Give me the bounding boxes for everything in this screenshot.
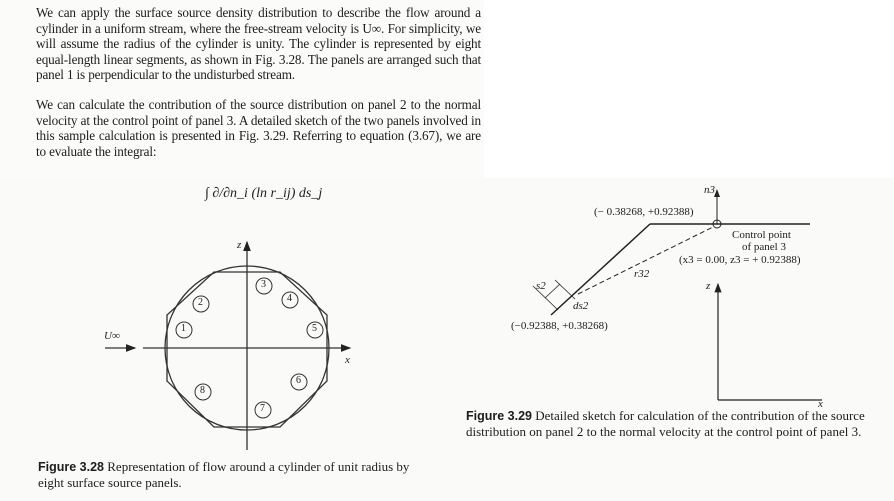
panel-number: 4 — [287, 293, 292, 304]
freestream-label: U∞ — [104, 330, 120, 342]
r32-label: r32 — [634, 268, 650, 280]
figure-329-caption — [466, 408, 876, 440]
top-point-coords: (− 0.38268, +0.92388) — [594, 206, 694, 218]
panel-number: 8 — [200, 385, 205, 396]
caption-label: Figure 3.28 — [38, 460, 104, 474]
panel-number: 2 — [198, 297, 203, 308]
control-point-coords: (x3 = 0.00, z3 = + 0.92388) — [679, 254, 801, 266]
normal-label: n3 — [704, 184, 715, 196]
panel-number: 5 — [312, 323, 317, 334]
figure-328-caption — [38, 459, 438, 491]
fig329-z-label: z — [706, 280, 711, 292]
ds2-label: ds2 — [573, 300, 589, 312]
panel-number: 6 — [296, 375, 301, 386]
fig328-x-label: x — [345, 354, 350, 366]
integral-equation: ∫ ∂/∂n_i (ln r_ij) ds_j — [205, 186, 323, 201]
panel-number: 1 — [181, 323, 186, 334]
bottom-point-coords: (−0.92388, +0.38268) — [511, 320, 608, 332]
caption-text: Representation of flow around a cylinder of unit radius by eight surface source panels. — [38, 459, 410, 490]
fig329-x-label: x — [818, 398, 823, 410]
panel-number: 7 — [260, 403, 265, 414]
control-point-label: of panel 3 — [742, 241, 786, 253]
cylinder-figure — [105, 242, 350, 450]
s2-label: s2 — [536, 280, 546, 292]
fig328-z-label: z — [237, 239, 242, 251]
panel-sketch-figure — [533, 190, 822, 400]
caption-label: Figure 3.29 — [466, 409, 532, 423]
paragraph-2: We can calculate the contribution of the source distribution on panel 2 to the normal velocity at the control point of panel 3. A detailed sketch of the two panels involved in this sample calculation is presented in Fig. 3.29. Referring to equation (3.67), we are to evaluate the integral: — [36, 97, 481, 159]
control-point-label: Control point — [732, 229, 791, 241]
panel-number: 3 — [261, 279, 266, 290]
paragraph-1: We can apply the surface source density distribution to describe the flow around a cylinder in a uniform stream, where the free-stream velocity is U∞. For simplicity, we will assume the radius of the cylinder is unity. The cylinder is represented by eight equal-length linear segments, as shown in Fig. 3.28. The panels are arranged such that panel 1 is perpendicular to the undisturbed stream. — [36, 5, 481, 83]
caption-text: Detailed sketch for calculation of the contribution of the source distribution on panel 2 to the normal velocity at the control point of panel 3. — [466, 408, 865, 439]
